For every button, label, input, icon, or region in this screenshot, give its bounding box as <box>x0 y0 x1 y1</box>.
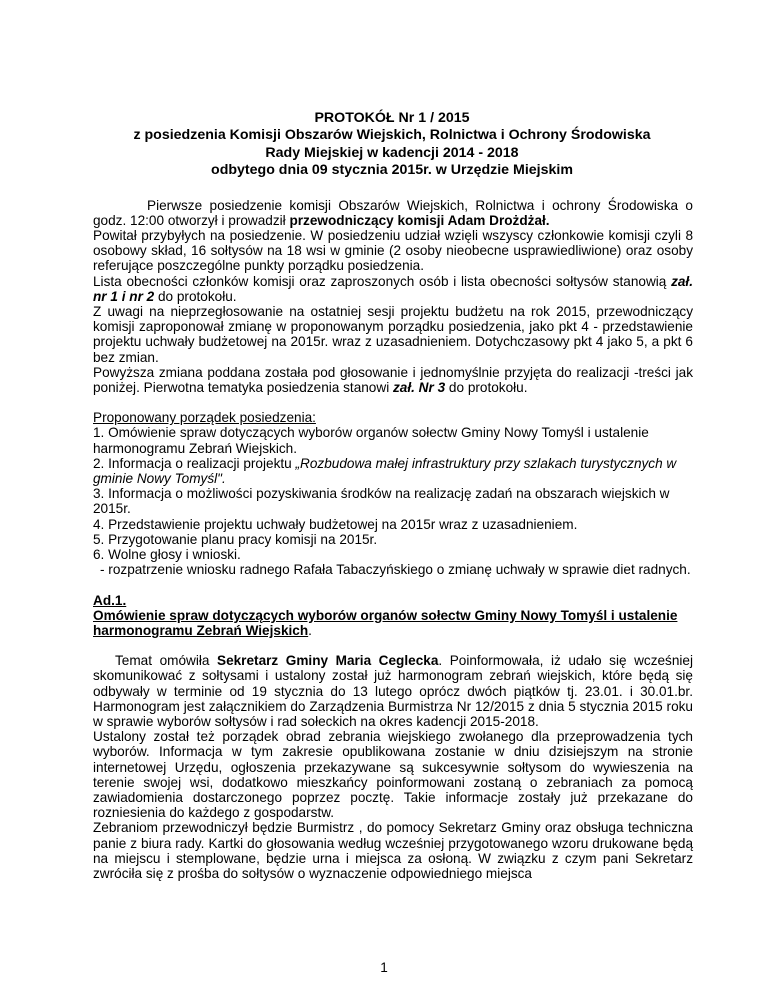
intro-p5-text: Powyższa zmiana poddana została pod głosowanie i jednomyślnie przyjęta do realizacji -treści jak poniżej. Pierwotna tematyka posiedzenia stanowi <box>93 364 693 396</box>
title-line-1: PROTOKÓŁ Nr 1 / 2015 <box>314 110 470 126</box>
agenda-item-3: 3. Informacja o możliwości pozyskiwania środków na realizację zadań na obszarach wiejskich w 2015r. <box>93 486 670 517</box>
ad1-heading-end: . <box>308 622 312 638</box>
intro-section <box>93 198 693 396</box>
title-line-2: z posiedzenia Komisji Obszarów Wiejskich, Rolnictwa i Ochrony Środowiska <box>133 127 651 144</box>
ad1-section <box>93 593 693 882</box>
secretary-name: Sekretarz Gminy Maria Ceglecka <box>217 653 439 669</box>
intro-paragraph-2: Powitał przybyłych na posiedzenie. W posiedzeniu udział wzięli wszyscy członkowie komisji czyli 8 osobowy skład, 16 sołtysów na 18 wsi w gminie (2 osoby nieobecne usprawiedliwione) oraz osoby referujące poszczególne punkty porządku posiedzenia. <box>93 228 693 274</box>
project-title: „Rozbudowa małej infrastruktury przy szlakach turystycznych w gminie Nowy Tomyśl". <box>93 455 677 487</box>
attachment-ref-1-2: zał. nr 1 i nr 2 <box>93 273 693 304</box>
agenda-item-6-sub-text: - rozpatrzenie wniosku radnego Rafała Tabaczyńskiego o zmianę uchwały w sprawie diet radnych. <box>100 562 691 578</box>
intro-p3-text: Lista obecności członków komisji oraz zaproszonych osób i lista obecności sołtysów stanowią <box>93 273 672 289</box>
intro-paragraph-4: Z uwagi na nieprzegłosowanie na ostatniej sesji projektu budżetu na rok 2015, przewodniczący komisji zaproponował zmianę w proponowanym porządku posiedzenia, jako pkt 4 - przedstawienie projektu uchwały budżetowej na 2015r. wraz z uzasadnieniem. Dotychczasowy pkt 4 jako 5, a pkt 6 bez zmian. <box>93 304 693 365</box>
intro-paragraph-1 <box>93 198 693 228</box>
page-number: 1 <box>380 960 388 975</box>
intro-paragraph-5 <box>93 365 693 395</box>
agenda-item-2 <box>93 456 693 486</box>
intro-p3-end: do protokołu. <box>154 288 237 304</box>
agenda-item-6: 6. Wolne głosy i wnioski. <box>93 547 241 563</box>
title-line-4: odbytego dnia 09 stycznia 2015r. w Urzędzie Miejskim <box>211 162 573 179</box>
ad1-heading-text: Omówienie spraw dotyczących wyborów organów sołectw Gminy Nowy Tomyśl i ustalenie harmonogramu Zebrań Wiejskich <box>93 607 678 638</box>
ad1-heading <box>93 608 693 638</box>
agenda-item-4: 4. Przedstawienie projektu uchwały budżetowej na 2015r wraz z uzasadnieniem. <box>93 516 578 532</box>
agenda-heading: Proponowany porządek posiedzenia: <box>93 410 316 426</box>
document-title <box>91 110 693 180</box>
attachment-ref-3: zał. Nr 3 <box>393 380 446 396</box>
agenda-item-2-text: 2. Informacja o realizacji projektu <box>93 455 296 471</box>
agenda-item-1: 1. Omówienie spraw dotyczących wyborów organów sołectw Gminy Nowy Tomyśl i ustalenie harmonogramu Zebrań Wiejskich. <box>93 425 649 456</box>
ad1-paragraph-3: Zebraniom przewodniczył będzie Burmistrz , do pomocy Sekretarz Gminy oraz obsługa techniczna panie z biura rady. Kartki do głosowania według wcześniej przygotowanego wzoru drukowane będą na miejscu i stemplowane, będzie urna i miejsca za osłoną. W związku z czym pani Sekretarz zwróciła się z prośba do sołtysów o wyznaczenie odpowiedniego miejsca <box>93 820 693 881</box>
ad1-p1-text: Temat omówiła <box>115 653 217 669</box>
agenda-item-5: 5. Przygotowanie planu pracy komisji na 2015r. <box>93 531 378 547</box>
ad1-paragraph-1 <box>93 653 693 729</box>
intro-p5-end: do protokołu. <box>445 380 528 396</box>
ad1-p1-rest: . Poinformowała, iż udało się wcześniej skomunikować z sołtysami i ustalony został już harmonogram zebrań wiejskich, które będą się odbywały w terminie od 19 stycznia do 13 lutego oprócz dwóch piątków tj. 23.01. i 30.01.br. Harmonogram jest załącznikiem do Zarządzenia Burmistrza Nr 12/2015 z dnia 5 stycznia 2015 roku w sprawie wyborów sołtysów i rad sołeckich na okres kadencji 2015-2018. <box>93 653 694 729</box>
chairman-name: przewodniczący komisji Adam Drożdżał. <box>289 212 550 228</box>
intro-paragraph-3 <box>93 274 693 304</box>
agenda-item-6-sub <box>93 562 693 577</box>
ad1-label: Ad.1. <box>93 592 127 608</box>
ad1-paragraph-2: Ustalony został też porządek obrad zebrania wiejskiego zwołanego dla przeprowadzenia tych wyborów. Informacja w tym zakresie opublikowana zostanie w dniu dzisiejszym na stronie internetowej Urzędu, ogłoszenia przekazywane są sukcesywnie sołtysom do wywieszenia na terenie swojej wsi, dodatkowo mieszkańcy poinformowani zostaną o zebraniach za pomocą zawiadomienia dostarczonego poprzez pocztę. Takie informacje zostały już przekazane do rozniesienia do każdego z gospodarstw. <box>93 729 693 821</box>
title-line-3: Rady Miejskiej w kadencji 2014 - 2018 <box>265 144 519 161</box>
agenda-section <box>93 410 693 577</box>
intro-p1-text: Pierwsze posiedzenie komisji Obszarów Wiejskich, Rolnictwa i ochrony Środowiska o godz. 12:00 otworzył i prowadził <box>93 197 693 228</box>
